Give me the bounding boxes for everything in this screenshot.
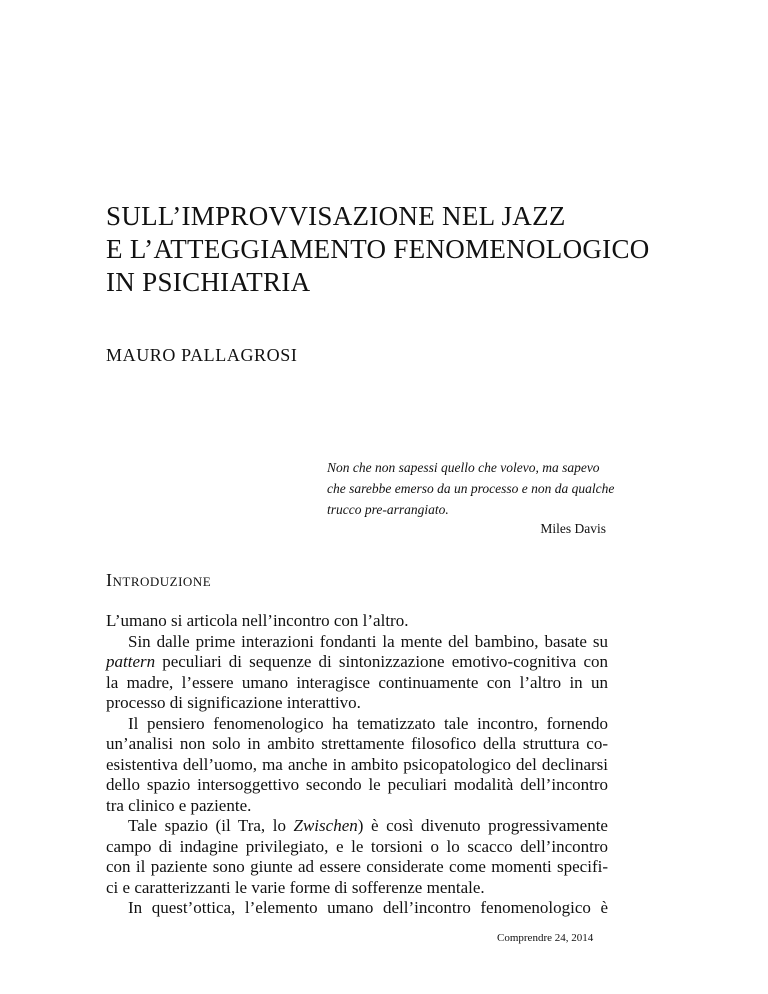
text-line: un’analisi non solo in ambito strettamente filosofico della struttura co-	[106, 734, 608, 753]
text-line: esistentiva dell’uomo, ma anche in ambito psicopatologico del declinarsi	[106, 754, 608, 774]
paragraph	[106, 898, 608, 919]
epigraph-line: Non che non sapessi quello che volevo, ma sapevo	[327, 460, 600, 475]
text-line: processo di significazione interattivo.	[106, 693, 361, 712]
text-fragment: ) è così divenuto progressivamente	[357, 816, 608, 835]
text-line: la madre, l’essere umano interagisce continuamente con l’altro in un	[106, 672, 608, 692]
title-line: IN PSICHIATRIA	[106, 267, 311, 297]
journal-citation: Comprendre 24, 2014	[497, 932, 594, 944]
text-line: Sin dalle prime interazioni fondanti la mente del bambino, basate su	[128, 631, 608, 651]
text-line: dello spazio intersoggettivo secondo le peculiari modalità dell’incontro	[106, 775, 608, 794]
text-line: L’umano si articola nell’incontro con l’altro.	[106, 611, 409, 630]
paragraph	[106, 816, 608, 898]
paragraph	[106, 611, 608, 632]
epigraph-attribution: Miles Davis	[540, 521, 606, 536]
title-line: E L’ATTEGGIAMENTO FENOMENOLOGICO	[106, 234, 650, 264]
emphasis: Zwischen	[293, 816, 358, 835]
text-line: Il pensiero fenomenologico ha tematizzato tale incontro, fornendo	[128, 713, 608, 733]
article-title	[106, 200, 666, 299]
epigraph-line: che sarebbe emerso da un processo e non da qualche	[327, 481, 615, 496]
text-line	[106, 652, 608, 673]
epigraph-line: trucco pre-arrangiato.	[327, 502, 449, 517]
author-name: MAURO PALLAGROSI	[106, 345, 298, 365]
emphasis: pattern	[106, 652, 156, 671]
text-fragment: peculiari di sequenze di sintonizzazione emotivo-cognitiva con	[155, 652, 608, 671]
text-fragment: Tale spazio (il Tra, lo	[128, 816, 294, 835]
text-line: campo di indagine privilegiato, e le torsioni o lo scacco dell’incontro	[106, 836, 608, 856]
text-line: tra clinico e paziente.	[106, 795, 252, 815]
text-line	[106, 816, 608, 837]
paragraph	[106, 632, 608, 714]
text-line: ci e caratterizzanti le varie forme di sofferenze mentale.	[106, 877, 485, 897]
title-line: SULL’IMPROVVISAZIONE NEL JAZZ	[106, 201, 566, 231]
paragraph	[106, 714, 608, 817]
text-line: In quest’ottica, l’elemento umano dell’incontro fenomenologico è	[128, 898, 608, 917]
body-text	[106, 611, 608, 919]
text-line: con il paziente sono giunte ad essere considerate come momenti specifi-	[106, 857, 608, 876]
section-heading: Introduzione	[106, 570, 212, 590]
epigraph-quote	[327, 457, 615, 520]
